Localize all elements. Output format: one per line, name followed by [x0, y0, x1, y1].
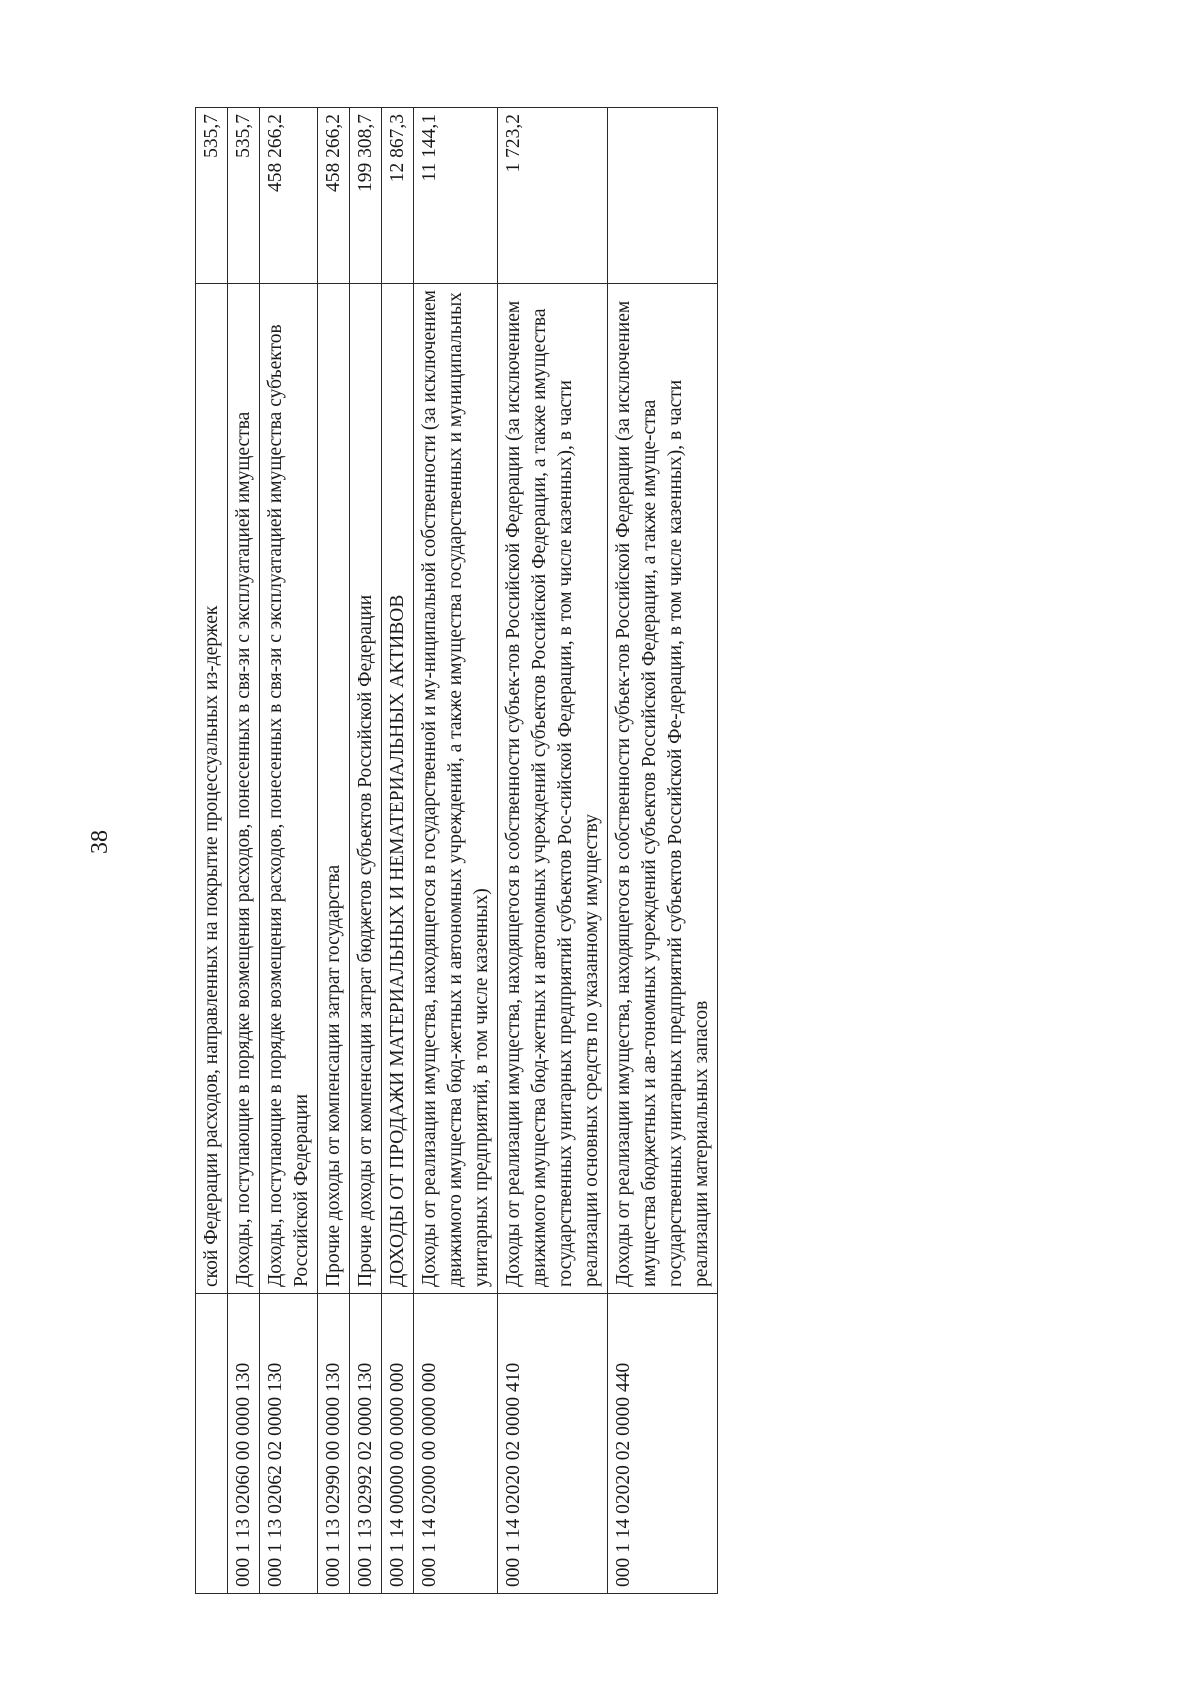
row-name: ской Федерации расходов, направленных на покрытие процессуальных из-держек	[196, 284, 228, 1294]
page-number: 38	[87, 830, 113, 854]
table-row	[382, 108, 414, 1594]
table-row	[350, 108, 382, 1594]
row-name: Доходы от реализации имущества, находящегося в собственности субъек-тов Российской Федерации (за исключением имущества бюджетных и ав-тономных учреждений субъектов Российской Федерации, а также имуще-ства государственных унитарных предприятий субъектов Российской Фе-дерации, в том числе казенных), в части реализации материальных запасов	[608, 284, 718, 1294]
document-table-area	[195, 108, 1031, 1594]
row-name: Доходы от реализации имущества, находящегося в собственности субъек-тов Российской Федерации (за исключением движимого имущества бюд-жетных и автономных учреждений субъектов Российской Федерации, а также имущества государственных унитарных предприятий субъектов Рос-сийской Федерации, в том числе казенных), в части реализации основных средств по указанному имуществу	[498, 284, 608, 1294]
row-value: 458 266,2	[318, 108, 350, 284]
row-code: 000 1 13 02062 02 0000 130	[260, 1294, 318, 1594]
revenue-table	[195, 107, 718, 1594]
row-name: Доходы от реализации имущества, находящегося в государственной и му-ниципальной собственности (за исключением движимого имущества бюд-жетных и автономных учреждений, а также имущества государственных и муниципальных унитарных предприятий, в том числе казенных)	[414, 284, 498, 1294]
row-value: 12 867,3	[382, 108, 414, 284]
row-code: 000 1 13 02990 00 0000 130	[318, 1294, 350, 1594]
row-value: 1 723,2	[498, 108, 608, 284]
table-row	[228, 108, 260, 1594]
table-row	[260, 108, 318, 1594]
row-name: Доходы, поступающие в порядке возмещения расходов, понесенных в свя-зи с эксплуатацией имущества	[228, 284, 260, 1294]
row-code: 000 1 13 02992 02 0000 130	[350, 1294, 382, 1594]
rotated-table	[195, 108, 1031, 1594]
row-name: ДОХОДЫ ОТ ПРОДАЖИ МАТЕРИАЛЬНЫХ И НЕМАТЕРИАЛЬНЫХ АКТИВОВ	[382, 284, 414, 1294]
row-value: 11 144,1	[414, 108, 498, 284]
row-name: Прочие доходы от компенсации затрат государства	[318, 284, 350, 1294]
row-code: 000 1 14 02020 02 0000 440	[608, 1294, 718, 1594]
row-value: 535,7	[196, 108, 228, 284]
row-code	[196, 1294, 228, 1594]
row-name: Прочие доходы от компенсации затрат бюджетов субъектов Российской Федерации	[350, 284, 382, 1294]
table-row	[196, 108, 228, 1594]
row-name: Доходы, поступающие в порядке возмещения расходов, понесенных в свя-зи с эксплуатацией имущества субъектов Российской Федерации	[260, 284, 318, 1294]
table-row	[498, 108, 608, 1594]
row-value: 535,7	[228, 108, 260, 284]
table-row	[318, 108, 350, 1594]
row-value: 458 266,2	[260, 108, 318, 284]
row-code: 000 1 14 02000 00 0000 000	[414, 1294, 498, 1594]
row-value	[608, 108, 718, 284]
table-row	[414, 108, 498, 1594]
table-row	[608, 108, 718, 1594]
row-code: 000 1 13 02060 00 0000 130	[228, 1294, 260, 1594]
row-code: 000 1 14 02020 02 0000 410	[498, 1294, 608, 1594]
row-code: 000 1 14 00000 00 0000 000	[382, 1294, 414, 1594]
row-value: 199 308,7	[350, 108, 382, 284]
